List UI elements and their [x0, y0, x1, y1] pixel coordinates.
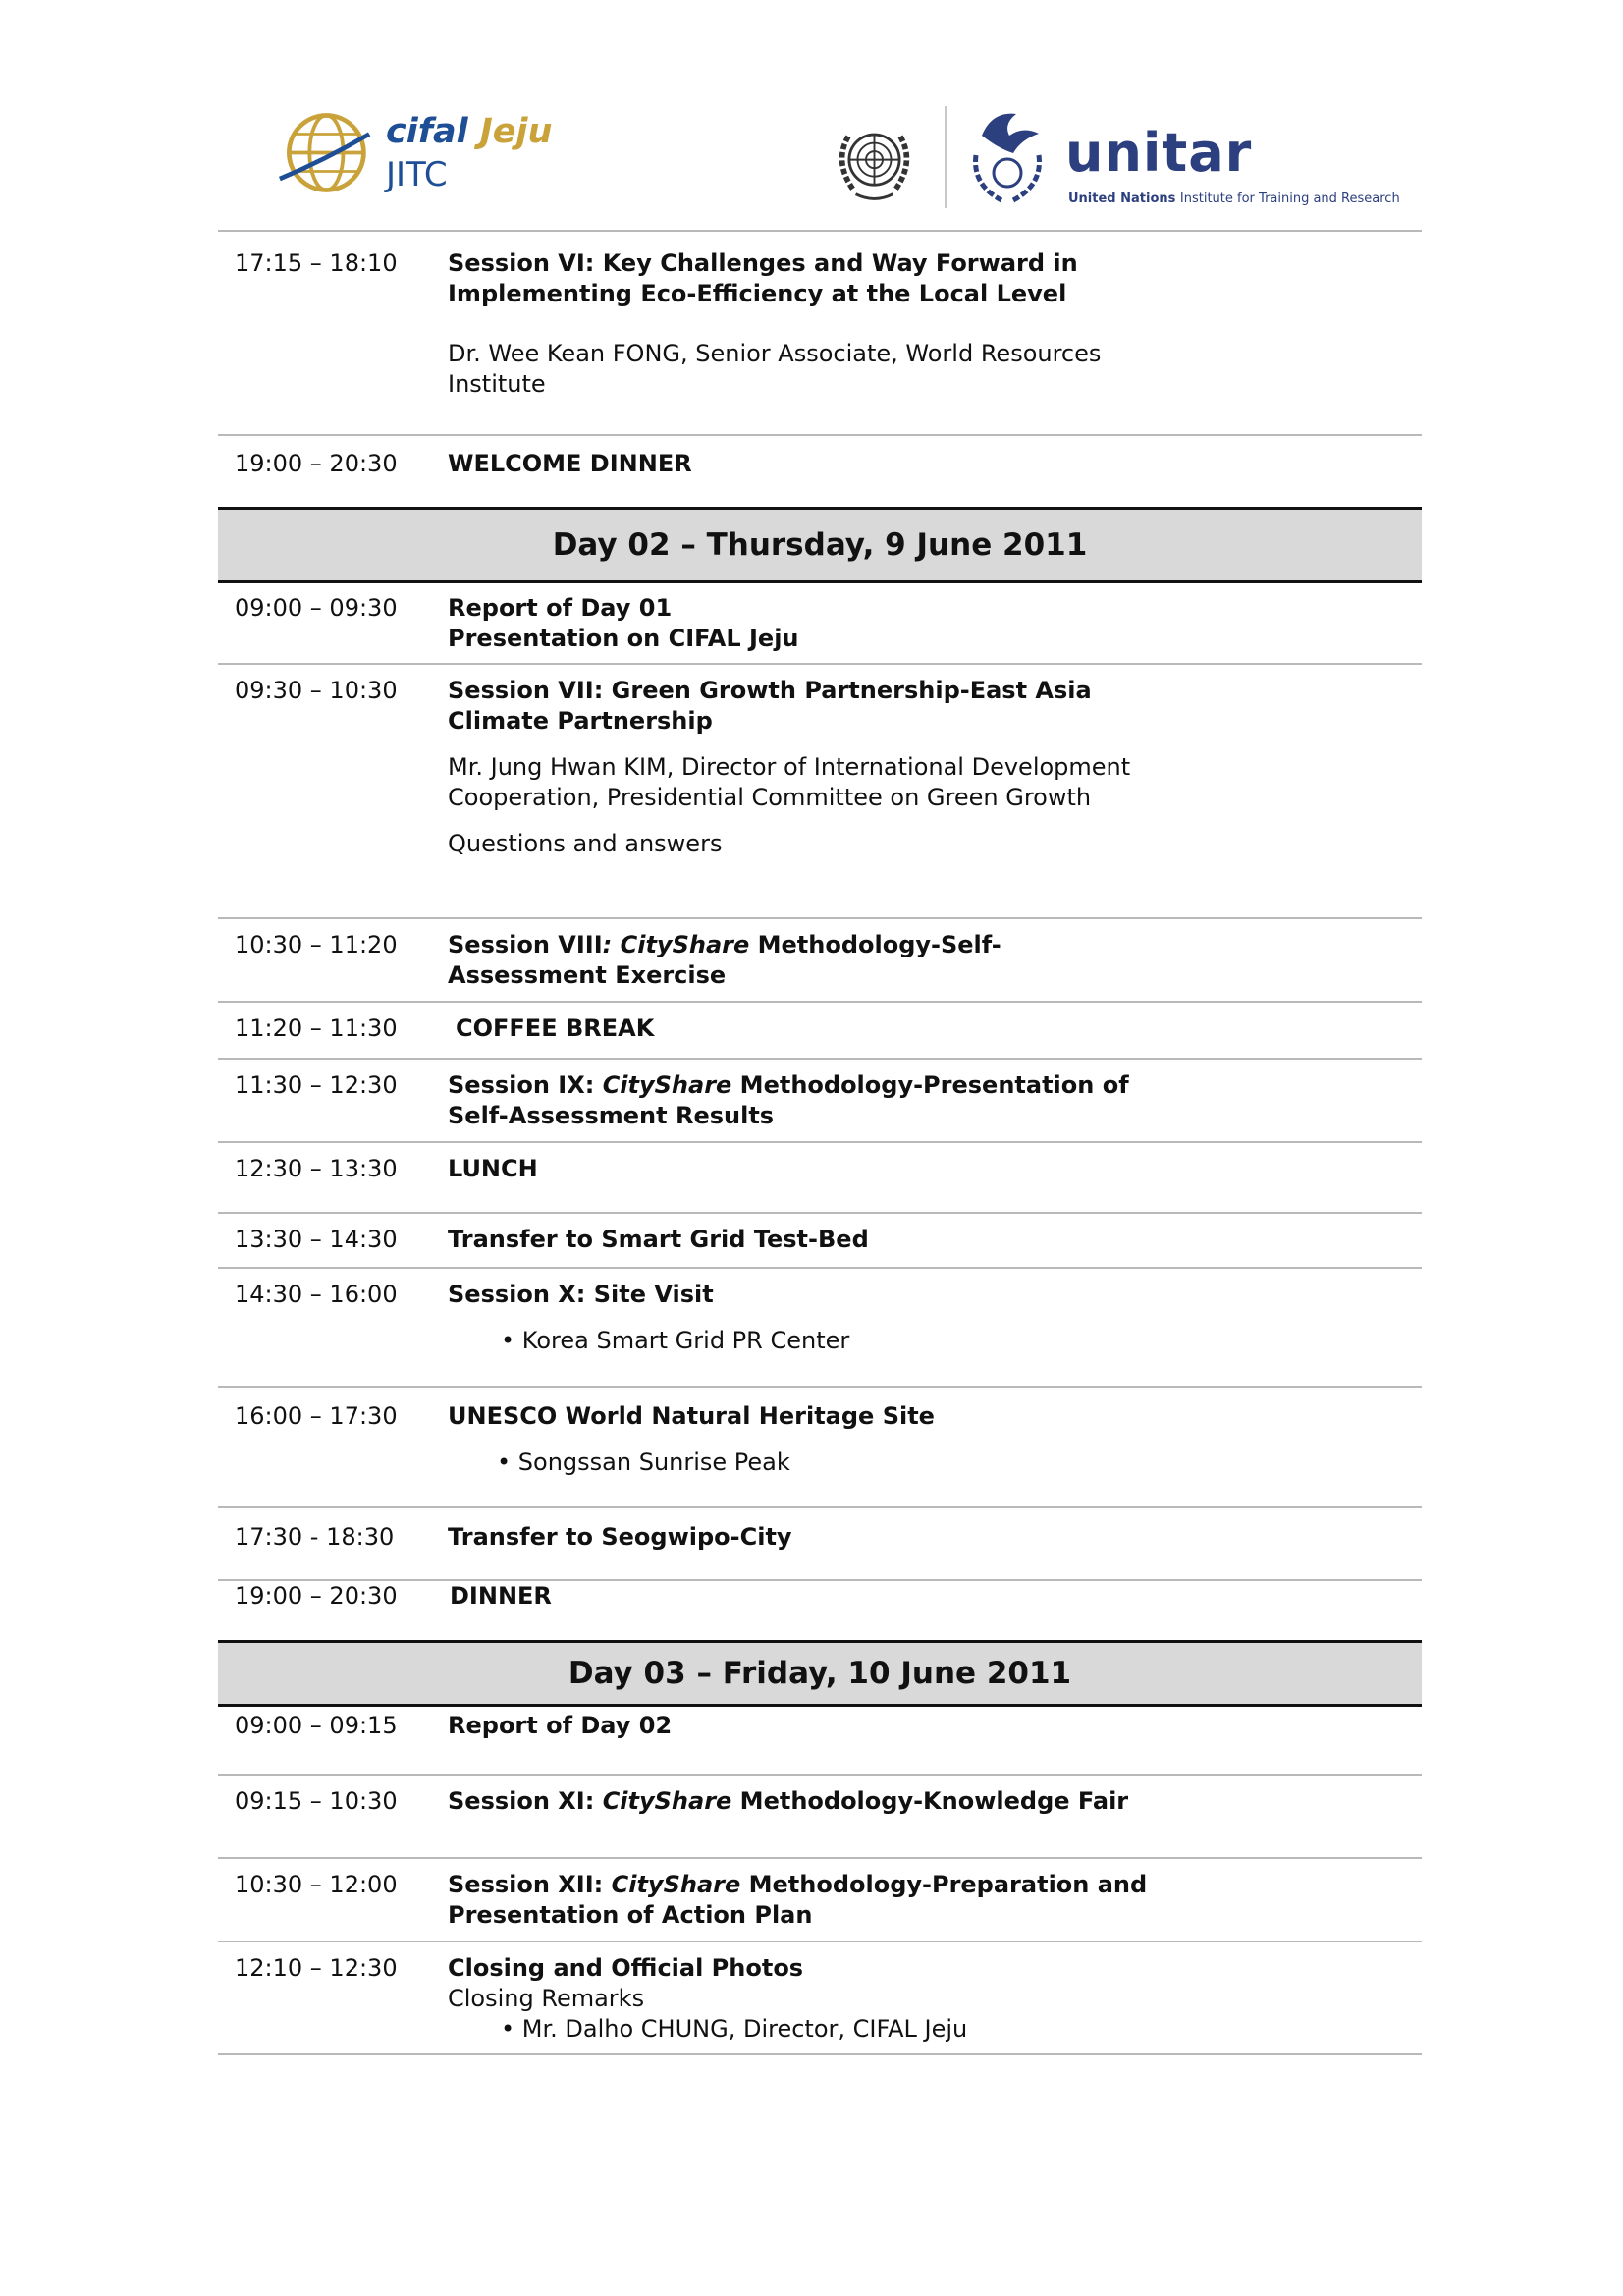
agenda-row: [218, 1214, 1422, 1267]
row-time: 09:15 – 10:30: [235, 1787, 398, 1815]
row-time: 14:30 – 16:00: [235, 1281, 398, 1308]
row-time: 11:30 – 12:30: [235, 1071, 398, 1099]
row-time: 13:30 – 14:30: [235, 1226, 398, 1253]
session-title: LUNCH: [448, 1155, 538, 1182]
session-title: Session XI: CityShare Methodology-Knowledge Fair: [448, 1787, 1129, 1815]
row-time: 17:30 - 18:30: [235, 1523, 395, 1551]
row-content: [448, 1953, 1135, 2045]
agenda-row: [218, 1581, 1422, 1640]
session-title: Session IX: CityShare Methodology-Presentation of Self-Assessment Results: [448, 1071, 1129, 1129]
session-title: Session X: Site Visit: [448, 1281, 714, 1308]
agenda-table: [218, 230, 1422, 2055]
session-title: Report of Day 02: [448, 1712, 673, 1739]
row-time: 12:10 – 12:30: [235, 1954, 398, 1982]
row-time: 19:00 – 20:30: [235, 450, 398, 477]
agenda-row: [218, 1269, 1422, 1386]
session-title: Presentation on CIFAL Jeju: [448, 625, 799, 652]
row-divider: [218, 2053, 1422, 2055]
row-time: 12:30 – 13:30: [235, 1155, 398, 1182]
agenda-row: [218, 1776, 1422, 1857]
row-content: [448, 1870, 1155, 1931]
row-content: [448, 1280, 1135, 1356]
row-content: [448, 1154, 1135, 1184]
row-time: 17:15 – 18:10: [235, 249, 398, 277]
agenda-row: [218, 1060, 1422, 1141]
speaker: Mr. Jung Hwan KIM, Director of International Development Cooperation, Presidential Committee on Green Growth: [448, 753, 1131, 811]
agenda-row: [218, 1388, 1422, 1506]
agenda-row: [218, 1859, 1422, 1941]
row-content: [448, 1070, 1155, 1131]
speaker: Dr. Wee Kean FONG, Senior Associate, World Resources Institute: [448, 340, 1102, 398]
row-content: [450, 1581, 1137, 1612]
unitar-wordmark: unitar: [1065, 122, 1253, 184]
session-title: DINNER: [450, 1582, 552, 1610]
agenda-row: [218, 232, 1422, 434]
row-time: 10:30 – 12:00: [235, 1871, 398, 1898]
session-title: Session VIII: CityShare Methodology-Self-Assessment Exercise: [448, 931, 1001, 989]
row-time: 11:20 – 11:30: [235, 1014, 398, 1042]
day-header: Day 03 – Friday, 10 June 2011: [218, 1643, 1422, 1704]
row-content: [448, 1522, 1135, 1553]
bullet-item: • Songssan Sunrise Peak: [497, 1449, 790, 1476]
session-title: COFFEE BREAK: [456, 1014, 655, 1042]
agenda-row: [218, 583, 1422, 663]
row-time: 16:00 – 17:30: [235, 1402, 398, 1430]
row-content: [448, 449, 1135, 479]
session-title: Transfer to Smart Grid Test-Bed: [448, 1226, 869, 1253]
agenda-row: [218, 1003, 1422, 1058]
bullet-item: • Mr. Dalho CHUNG, Director, CIFAL Jeju: [501, 2015, 968, 2043]
row-time: 10:30 – 11:20: [235, 931, 398, 958]
session-title: Closing and Official Photos: [448, 1954, 804, 1982]
cifal-subtitle: JITC: [386, 155, 448, 194]
session-subtitle: Closing Remarks: [448, 1985, 645, 2012]
logo-divider: [945, 106, 947, 208]
session-title: Transfer to Seogwipo-City: [448, 1523, 792, 1551]
row-content: [448, 593, 1135, 654]
row-time: 09:00 – 09:30: [235, 594, 398, 622]
day-header: Day 02 – Thursday, 9 June 2011: [218, 510, 1422, 580]
globe-icon: [278, 106, 371, 199]
session-title: Session VII: Green Growth Partnership-East Asia Climate Partnership: [448, 677, 1092, 735]
agenda-row: [218, 919, 1422, 1001]
session-title: Session VI: Key Challenges and Way Forward in Implementing Eco-Efficiency at the Local Level: [448, 249, 1078, 307]
row-time: 09:00 – 09:15: [235, 1712, 398, 1739]
row-content: [448, 676, 1135, 859]
session-title: UNESCO World Natural Heritage Site: [448, 1402, 935, 1430]
row-time: 09:30 – 10:30: [235, 677, 398, 704]
row-content: [448, 248, 1135, 400]
cifal-jeju-logo: [278, 106, 572, 199]
wreath-bird-icon: [962, 106, 1051, 209]
agenda-row: [218, 436, 1422, 507]
unitar-tagline: United Nations Institute for Training and Research: [1068, 191, 1400, 206]
unitar-logo: [962, 106, 1404, 214]
cifal-name: cifal Jeju: [386, 112, 553, 151]
session-title: WELCOME DINNER: [448, 450, 692, 477]
agenda-row: [218, 1143, 1422, 1212]
page-header: [0, 0, 1623, 226]
agenda-row: [218, 1508, 1422, 1579]
row-content: [448, 1711, 1135, 1741]
agenda-row: [218, 1942, 1422, 2053]
session-note: Questions and answers: [448, 830, 723, 857]
un-emblem-icon: [828, 118, 921, 206]
row-content: [448, 1225, 1135, 1255]
row-time: 19:00 – 20:30: [235, 1582, 398, 1610]
row-content: [456, 1013, 1143, 1044]
row-content: [448, 1786, 1135, 1817]
bullet-item: • Korea Smart Grid PR Center: [501, 1327, 850, 1354]
session-title: Session XII: CityShare Methodology-Preparation and Presentation of Action Plan: [448, 1871, 1148, 1929]
row-content: [448, 930, 1135, 991]
row-content: [448, 1401, 1135, 1478]
agenda-row: [218, 1707, 1422, 1774]
session-title: Report of Day 01: [448, 594, 673, 622]
agenda-row: [218, 665, 1422, 917]
